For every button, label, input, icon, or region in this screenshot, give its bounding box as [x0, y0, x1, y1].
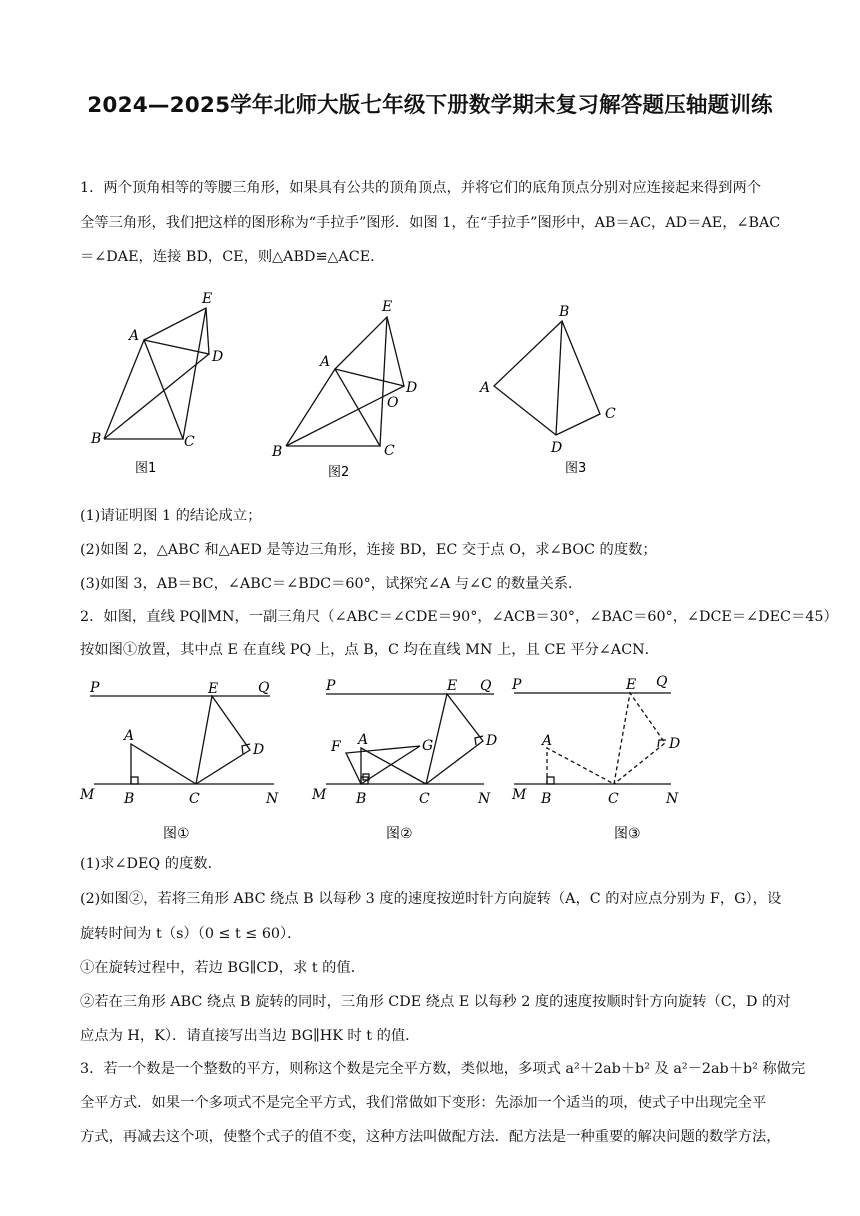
figb-label-a: A [358, 732, 369, 748]
q2-part-2e: 应点为 H，K）．请直接写出当边 BG∥HK 时 t 的值． [80, 1028, 420, 1044]
q2-part-2a: (2)如图②，若将三角形 ABC 绕点 B 以每秒 3 度的速度按逆时针方向旋转（A，C 的对应点分别为 F，G），设 [80, 891, 782, 907]
q1-part-2: (2)如图 2，△ABC 和△AED 是等边三角形，连接 BD，EC 交于点 O，求∠BOC 的度数； [80, 542, 657, 558]
figc-label-p: P [512, 677, 522, 693]
figa-label-d: D [253, 742, 265, 758]
figure-b [326, 694, 494, 784]
fig2-caption: 图2 [328, 465, 350, 480]
q2-figures [0, 670, 860, 850]
fig3-label-b: B [559, 304, 570, 320]
figc-label-m: M [512, 787, 527, 803]
q3-line-2: 全平方式．如果一个多项式不是完全平方式，我们常做如下变形：先添加一个适当的项，使式子中出现完全平 [80, 1095, 767, 1111]
fig3-caption: 图3 [565, 461, 587, 476]
figb-label-m: M [312, 787, 327, 803]
figc-label-e: E [626, 677, 637, 693]
q1-line-3: ＝∠DAE，连接 BD，CE，则△ABD≌△ACE． [80, 249, 385, 265]
q3-line-3: 方式，再减去这个项，使整个式子的值不变，这种方法叫做配方法．配方法是一种重要的解决问题的数学方法， [80, 1129, 781, 1145]
figa-label-m: M [80, 787, 95, 803]
fig1-label-c: C [184, 434, 195, 450]
fig2-label-d: D [406, 380, 418, 396]
figa-caption: 图① [163, 826, 190, 842]
q2-part-2d: ②若在三角形 ABC 绕点 B 旋转的同时，三角形 CDE 绕点 E 以每秒 2 度的速度按顺时针方向旋转（C，D 的对 [80, 994, 791, 1010]
figa-label-b: B [124, 791, 135, 807]
fig1-label-e: E [202, 291, 213, 307]
figb-label-p: P [326, 678, 336, 694]
figc-label-b: B [541, 791, 552, 807]
figc-caption: 图③ [614, 826, 641, 842]
q1-figures [0, 285, 860, 485]
figa-label-a: A [124, 728, 135, 744]
fig2-label-e: E [382, 299, 393, 315]
figb-label-q: Q [480, 678, 492, 694]
figb-label-e: E [447, 678, 458, 694]
figure-3 [494, 321, 600, 435]
figure-a [90, 696, 274, 784]
q2-line-2: 按如图①放置，其中点 E 在直线 PQ 上，点 B，C 均在直线 MN 上，且 CE 平分∠ACN． [80, 642, 659, 658]
fig3-label-d: D [551, 440, 563, 456]
figa-label-q: Q [258, 680, 270, 696]
figb-label-b: B [356, 791, 367, 807]
fig1-label-d: D [212, 349, 224, 365]
figa-label-e: E [208, 681, 219, 697]
figc-label-a: A [542, 733, 553, 749]
q2-part-2c: ①在旋转过程中，若边 BG∥CD，求 t 的值． [80, 960, 366, 976]
fig1-caption: 图1 [135, 461, 157, 476]
figa-label-c: C [189, 791, 200, 807]
q2-line-1: 2．如图，直线 PQ∥MN，一副三角尺（∠ABC＝∠CDE＝90°，∠ACB＝30°，∠BAC＝60°，∠DCE＝∠DEC＝45） [80, 609, 838, 625]
fig1-label-a: A [129, 328, 140, 344]
figb-label-n: N [478, 791, 491, 807]
figb-label-g: G [422, 738, 434, 754]
fig2-label-o: O [387, 395, 399, 411]
fig2-label-c: C [384, 443, 395, 459]
figb-label-f: F [331, 739, 341, 755]
figc-label-q: Q [656, 674, 668, 690]
q1-part-1: (1)请证明图 1 的结论成立； [80, 508, 262, 524]
q1-line-2: 全等三角形，我们把这样的图形称为“手拉手”图形．如图 1，在“手拉手”图形中，AB＝AC，AD＝AE，∠BAC [80, 215, 781, 231]
fig2-label-b: B [272, 444, 283, 460]
q3-line-1: 3．若一个数是一个整数的平方，则称这个数是完全平方数，类似地，多项式 a²＋2ab＋b² 及 a²－2ab＋b² 称做完 [80, 1061, 806, 1077]
figc-label-n: N [666, 791, 679, 807]
figb-label-c: C [419, 791, 430, 807]
q2-part-1: (1)求∠DEQ 的度数． [80, 856, 222, 872]
page-title: 2024—2025学年北师大版七年级下册数学期末复习解答题压轴题训练 [87, 93, 773, 118]
figc-label-c: C [608, 791, 619, 807]
figure-c [514, 693, 671, 784]
fig2-label-a: A [320, 354, 331, 370]
q1-part-3: (3)如图 3，AB＝BC，∠ABC＝∠BDC＝60°，试探究∠A 与∠C 的数量关系． [80, 576, 583, 592]
figa-label-n: N [266, 791, 279, 807]
fig1-label-b: B [91, 431, 102, 447]
q1-line-1: 1．两个顶角相等的等腰三角形，如果具有公共的顶角顶点，并将它们的底角顶点分别对应连接起来得到两个 [80, 180, 762, 196]
figb-label-d: D [486, 733, 498, 749]
q2-part-2b: 旋转时间为 t（s）（0 ≤ t ≤ 60）． [80, 926, 302, 942]
figc-label-d: D [669, 736, 681, 752]
figa-label-p: P [90, 680, 100, 696]
fig3-label-a: A [480, 380, 491, 396]
fig3-label-c: C [605, 406, 616, 422]
figure-1 [104, 308, 209, 439]
figb-caption: 图② [386, 826, 413, 842]
figure-2 [286, 317, 404, 446]
